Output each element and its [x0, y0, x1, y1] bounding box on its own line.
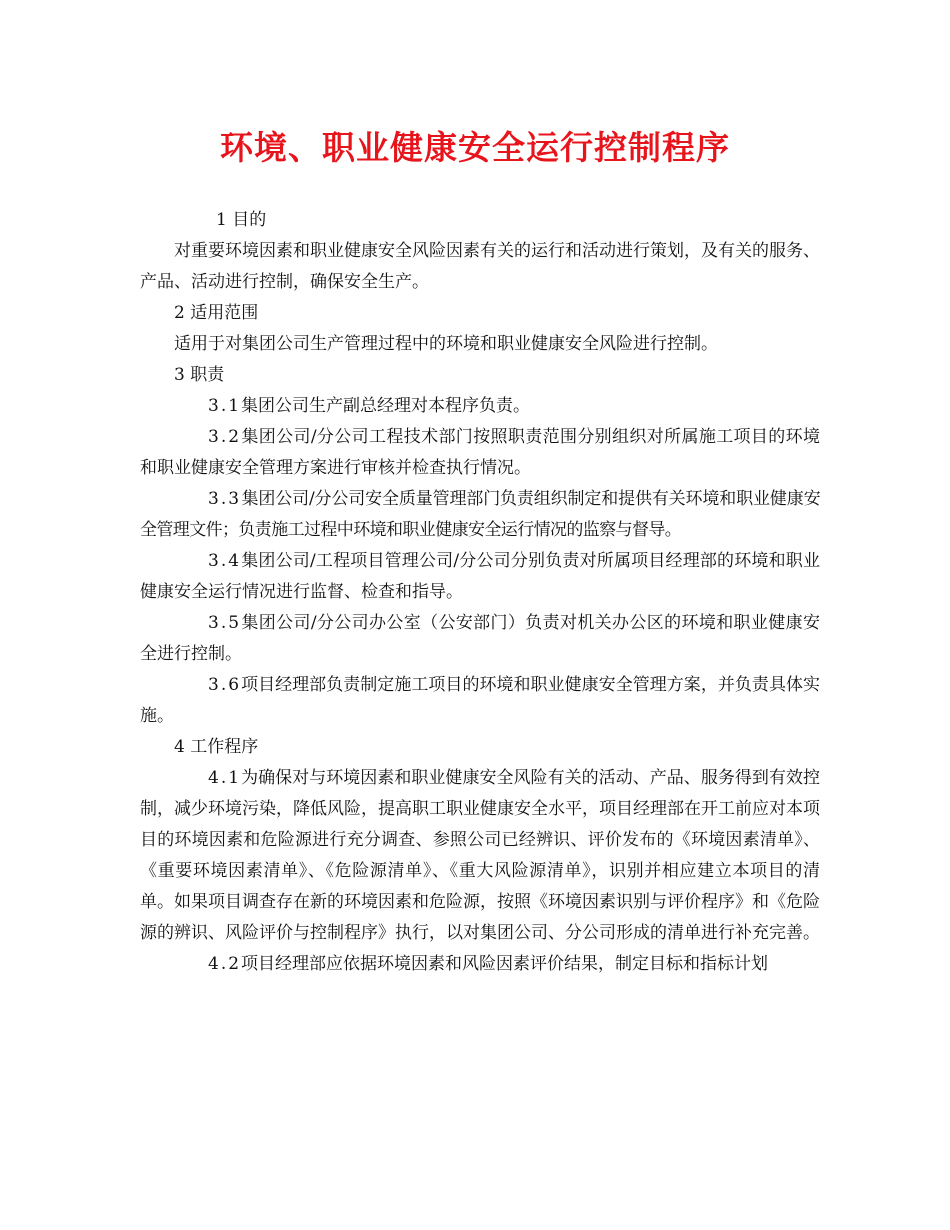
clause-text: 为确保对与环境因素和职业健康安全风险有关的活动、产品、服务得到有效控制，减少环境污染，降低风险，提高职工职业健康安全水平，项目经理部在开工前应对本项目的环境因素和危险源进行充分调查、参照公司已经辨识、评价发布的《环境因素清单》、《重要环境因素清单》、《危险源清单》、《重大风险源清单》，识别并相应建立本项目的清单。如果项目调查存在新的环境因素和危险源，按照《环境因素识别与评价程序》和《危险源的辨识、风险评价与控制程序》执行，以对集团公司、分公司形成的清单进行补充完善。	[140, 768, 820, 943]
section-heading	[140, 298, 820, 329]
clause-4-2	[140, 949, 820, 980]
clause-text: 1 目的	[216, 210, 267, 230]
clause-number: 3.2	[208, 427, 242, 447]
clause-number: 3.1	[208, 396, 242, 416]
clause-3-6	[140, 670, 820, 732]
document-title: 环境、职业健康安全运行控制程序	[220, 128, 730, 167]
clause-number: 3.5	[208, 613, 242, 633]
clause-text: 对重要环境因素和职业健康安全风险因素有关的运行和活动进行策划，及有关的服务、产品、活动进行控制，确保安全生产。	[140, 241, 820, 292]
clause-text: 项目经理部负责制定施工项目的环境和职业健康安全管理方案，并负责具体实施。	[140, 675, 820, 726]
clause-text: 项目经理部应依据环境因素和风险因素评价结果，制定目标和指标计划	[241, 954, 769, 974]
clause-number: 3.6	[208, 675, 242, 695]
section-heading	[140, 732, 820, 763]
clause-3-5	[140, 608, 820, 670]
clause-text: 适用于对集团公司生产管理过程中的环境和职业健康安全风险进行控制。	[174, 334, 718, 354]
clause-number: 3.3	[208, 489, 242, 509]
clause-3-1	[140, 391, 820, 422]
clause-3-3	[140, 484, 820, 546]
paragraph	[140, 329, 820, 360]
clause-number: 4.1	[208, 768, 242, 788]
clause-text: 集团公司/分公司工程技术部门按照职责范围分别组织对所属施工项目的环境和职业健康安全管理方案进行审核并检查执行情况。	[140, 427, 820, 478]
paragraph	[140, 236, 820, 298]
clause-text: 集团公司/工程项目管理公司/分公司分别负责对所属项目经理部的环境和职业健康安全运行情况进行监督、检查和指导。	[140, 551, 820, 602]
clause-text: 集团公司/分公司办公室（公安部门）负责对机关办公区的环境和职业健康安全进行控制。	[140, 613, 820, 664]
clause-number: 3.4	[208, 551, 242, 571]
clause-text: 集团公司/分公司安全质量管理部门负责组织制定和提供有关环境和职业健康安全管理文件；负责施工过程中环境和职业健康安全运行情况的监察与督导。	[140, 489, 820, 540]
clause-text: 4 工作程序	[174, 737, 259, 757]
clause-4-1	[140, 763, 820, 949]
section-heading	[140, 205, 820, 236]
clause-3-2	[140, 422, 820, 484]
clause-text: 集团公司生产副总经理对本程序负责。	[241, 396, 531, 416]
clause-3-4	[140, 546, 820, 608]
section-heading	[140, 360, 820, 391]
clause-text: 3 职责	[174, 365, 225, 385]
clause-text: 2 适用范围	[174, 303, 259, 323]
document-body	[140, 205, 820, 980]
clause-number: 4.2	[208, 954, 242, 974]
